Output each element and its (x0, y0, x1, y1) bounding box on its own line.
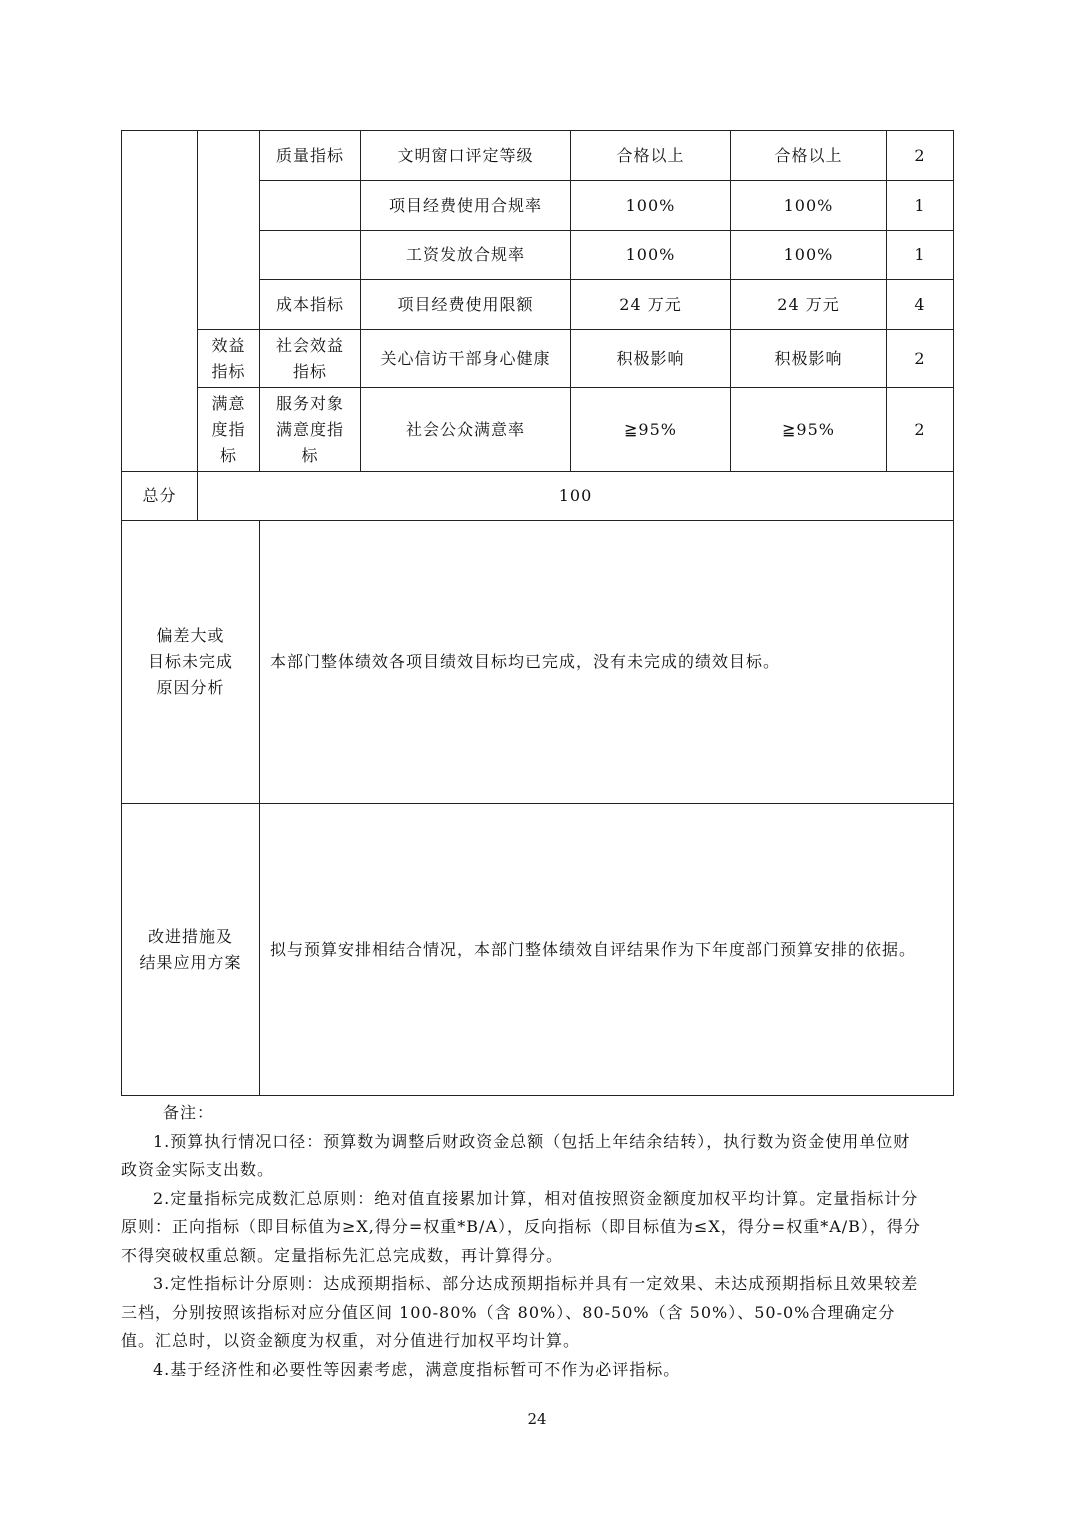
deviation-text: 本部门整体绩效各项目绩效目标均已完成，没有未完成的绩效目标。 (260, 521, 954, 804)
score-value: 1 (887, 181, 954, 231)
level3-indicator: 社会效益 指标 (260, 330, 361, 388)
target-value: 100% (571, 181, 731, 231)
note-item: 3.定性指标计分原则：达成预期指标、部分达成预期指标并具有一定效果、未达成预期指标且效果较差三档，分别按照该指标对应分值区间 100-80%（含 80%）、80-50%（含 50%）、50-0%合理确定分值。汇总时，以资金额度为权重，对分值进行加权平均计算。 (121, 1274, 919, 1350)
target-value: 100% (571, 231, 731, 280)
total-value: 100 (198, 472, 954, 521)
note-item: 4.基于经济性和必要性等因素考虑，满意度指标暂可不作为必评指标。 (153, 1359, 681, 1379)
performance-table (121, 130, 954, 1096)
level2-indicator: 满意 度指 标 (198, 388, 260, 472)
blank-level2-cell (198, 131, 260, 330)
notes-title: 备注： (163, 1103, 215, 1122)
actual-value: 积极影响 (731, 330, 887, 388)
note-item: 2.定量指标完成数汇总原则：绝对值直接累加计算，相对值按照资金额度加权平均计算。定量指标计分原则：正向指标（即目标值为≥X,得分=权重*B/A），反向指标（即目标值为≤X，得分=权重*A/B），得分不得突破权重总额。定量指标先汇总完成数，再计算得分。 (121, 1188, 921, 1265)
score-value: 2 (887, 131, 954, 181)
indicator-name: 工资发放合规率 (361, 231, 571, 280)
indicator-name: 关心信访干部身心健康 (361, 330, 571, 388)
actual-value: 合格以上 (731, 131, 887, 181)
indicator-name: 项目经费使用合规率 (361, 181, 571, 231)
actual-value: 24 万元 (731, 280, 887, 330)
score-value: 2 (887, 388, 954, 472)
indicator-name: 项目经费使用限额 (361, 280, 571, 330)
actual-value: 100% (731, 181, 887, 231)
improvement-text: 拟与预算安排相结合情况，本部门整体绩效自评结果作为下年度部门预算安排的依据。 (260, 804, 954, 1096)
indicator-name: 文明窗口评定等级 (361, 131, 571, 181)
target-value: ≧95% (571, 388, 731, 472)
level3-indicator: 质量指标 (260, 131, 361, 181)
target-value: 积极影响 (571, 330, 731, 388)
level2-indicator: 效益 指标 (198, 330, 260, 388)
target-value: 合格以上 (571, 131, 731, 181)
indicator-name: 社会公众满意率 (361, 388, 571, 472)
score-value: 1 (887, 231, 954, 280)
improvement-label: 改进措施及 结果应用方案 (122, 804, 260, 1096)
level3-indicator (260, 231, 361, 280)
actual-value: ≧95% (731, 388, 887, 472)
notes-section (121, 1099, 921, 1384)
total-label: 总分 (122, 472, 198, 521)
target-value: 24 万元 (571, 280, 731, 330)
blank-level1-cell (122, 131, 198, 472)
score-value: 4 (887, 280, 954, 330)
level3-indicator: 服务对象 满意度指 标 (260, 388, 361, 472)
deviation-label: 偏差大或 目标未完成 原因分析 (122, 521, 260, 804)
page-number: 24 (527, 1410, 547, 1428)
actual-value: 100% (731, 231, 887, 280)
level3-indicator (260, 181, 361, 231)
note-item: 1.预算执行情况口径：预算数为调整后财政资金总额（包括上年结余结转），执行数为资金使用单位财政资金实际支出数。 (121, 1131, 911, 1179)
score-value: 2 (887, 330, 954, 388)
level3-indicator: 成本指标 (260, 280, 361, 330)
